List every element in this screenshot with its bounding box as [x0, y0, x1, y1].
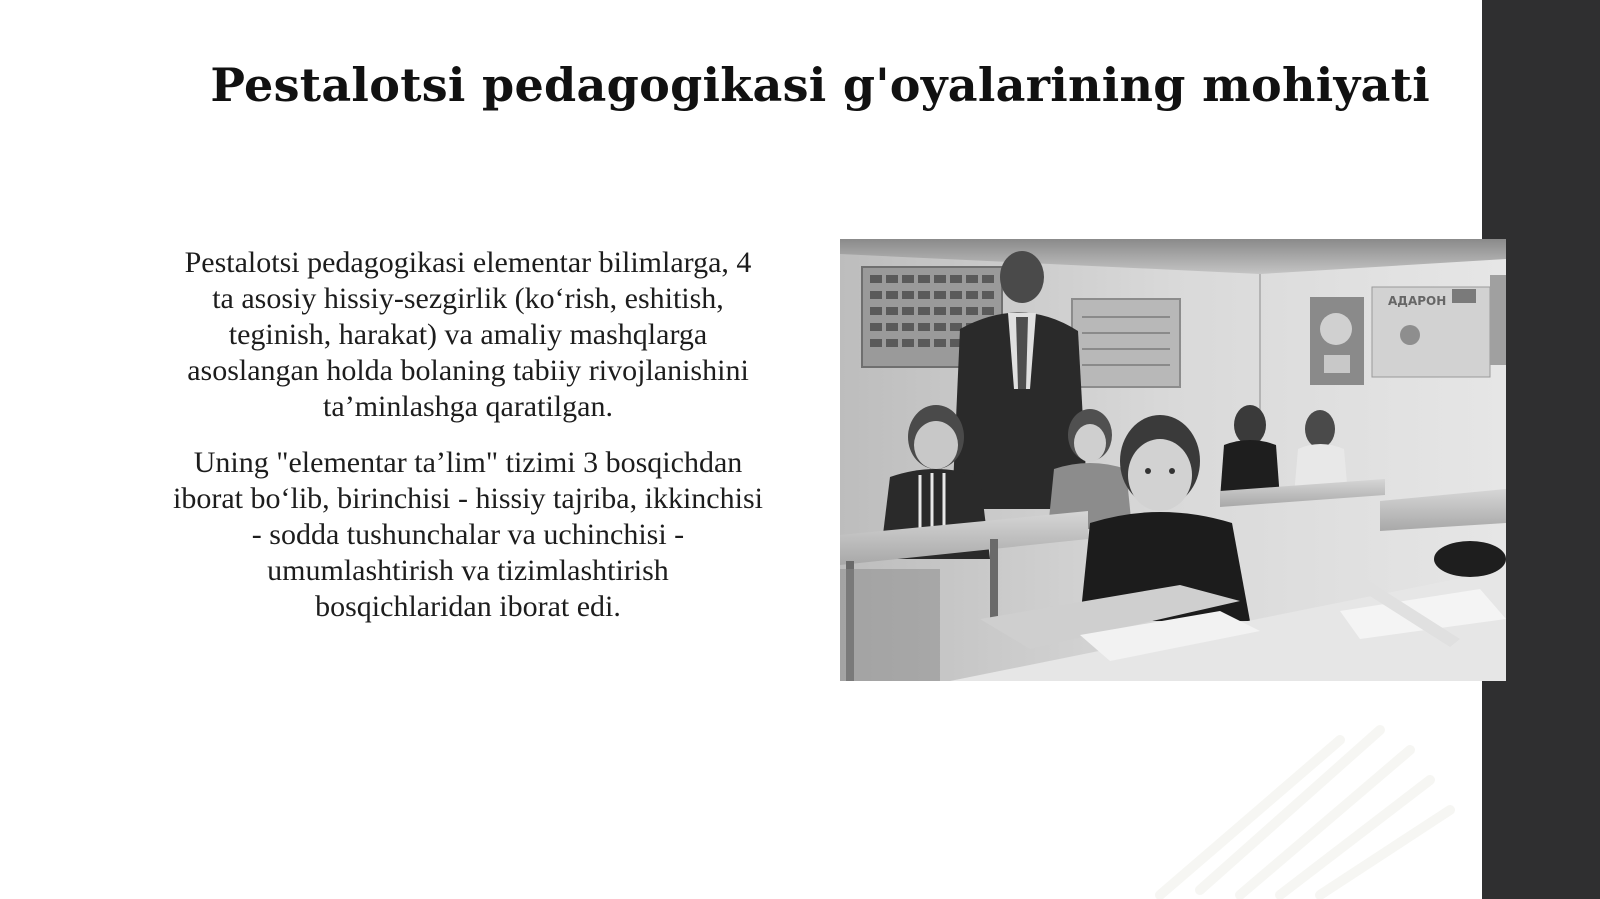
- decorative-streaks: [1050, 690, 1470, 899]
- poster-text: АДАРОН: [1388, 294, 1447, 308]
- classroom-photo: [840, 239, 1506, 681]
- slide-body: [108, 245, 828, 625]
- paragraph-1: Pestalotsi pedagogikasi elementar bilimlarga, 4 ta asosiy hissiy-sezgirlik (ko‘rish, eshitish, teginish, harakat) va amaliy mashqlarga asoslangan holda bolaning tabiiy rivojlanishini ta’minlashga qaratilgan.: [184, 246, 752, 423]
- paragraph-2: Uning "elementar ta’lim" tizimi 3 bosqichdan iborat bo‘lib, birinchisi - hissiy tajriba, ikkinchisi - sodda tushunchalar va uchinchisi - umumlashtirish va tizimlashtirish bosqichlaridan iborat edi.: [173, 446, 763, 623]
- slide-title: Pestalotsi pedagogikasi g'oyalarining mohiyati: [210, 58, 1430, 112]
